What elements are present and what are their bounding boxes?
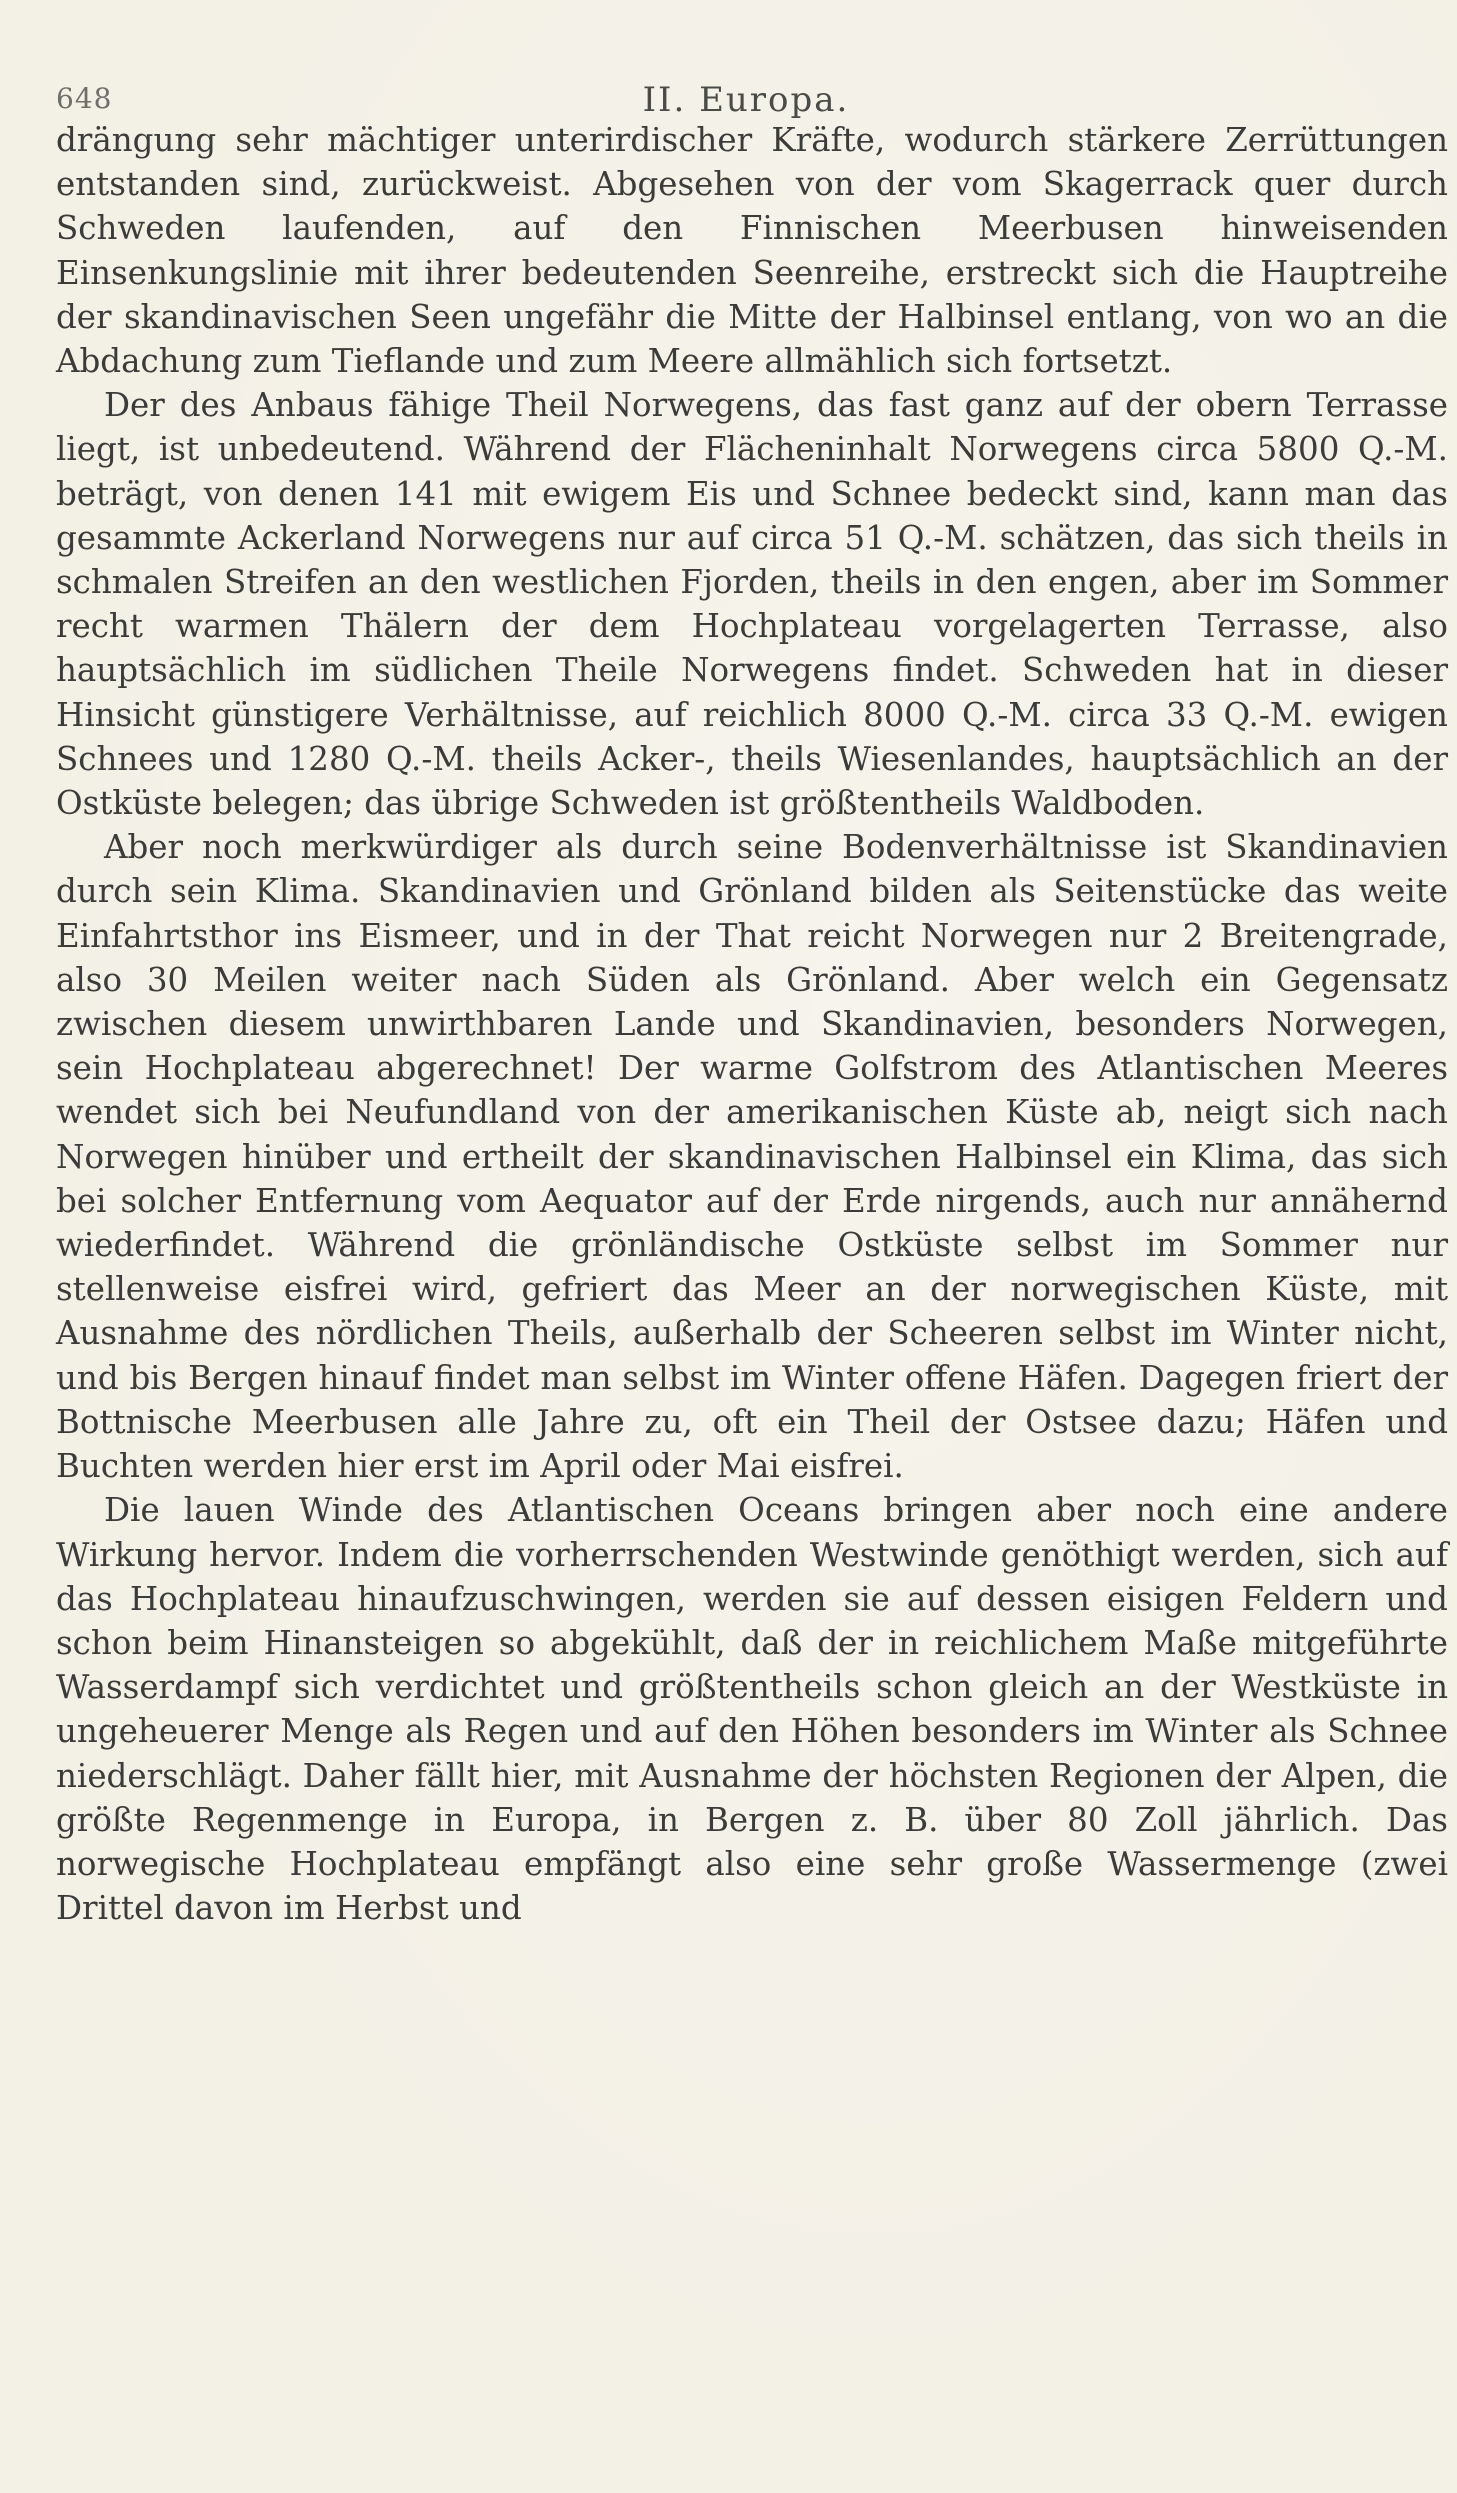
page-number: 648: [56, 82, 113, 115]
paragraph: drängung sehr mächtiger unterirdischer Kräfte, wodurch stärkere Zerrüttungen entstanden sind, zurückweist. Abgesehen von der vom Skagerrack quer durch Schweden laufenden, auf den Finnischen Meerbusen hinweisenden Einsenkungslinie mit ihrer bedeutenden Seenreihe, erstreckt sich die Hauptreihe der skandinavischen Seen ungefähr die Mitte der Halbinsel entlang, von wo an die Abdachung zum Tieflande und zum Meere allmählich sich fortsetzt.: [56, 121, 1448, 381]
paragraph: Aber noch merkwürdiger als durch seine Bodenverhältnisse ist Skandinavien durch sein Klima. Skandinavien und Grönland bilden als Seitenstücke das weite Einfahrtsthor ins Eismeer, und in der That reicht Norwegen nur 2 Breitengrade, also 30 Meilen weiter nach Süden als Grönland. Aber welch ein Gegensatz zwischen diesem unwirthbaren Lande und Skandinavien, besonders Norwegen, sein Hochplateau abgerechnet! Der warme Golfstrom des Atlantischen Meeres wendet sich bei Neufundland von der amerikanischen Küste ab, neigt sich nach Norwegen hinüber und ertheilt der skandinavischen Halbinsel ein Klima, das sich bei solcher Entfernung vom Aequator auf der Erde nirgends, auch nur annähernd wiederfindet. Während die grönländische Ostküste selbst im Sommer nur stellenweise eisfrei wird, gefriert das Meer an der norwegischen Küste, mit Ausnahme des nördlichen Theils, außerhalb der Scheeren selbst im Winter nicht, und bis Bergen hinauf findet man selbst im Winter offene Häfen. Dagegen friert der Bottnische Meerbusen alle Jahre zu, oft ein Theil der Ostsee dazu; Häfen und Buchten werden hier erst im April oder Mai eisfrei.: [56, 828, 1448, 1486]
running-head: II. Europa.: [642, 80, 850, 120]
body-text: [56, 118, 1448, 1930]
page-header: [56, 50, 1436, 120]
paragraph: Der des Anbaus fähige Theil Norwegens, das fast ganz auf der obern Terrasse liegt, ist unbedeutend. Während der Flächeninhalt Norwegens circa 5800 Q.-M. beträgt, von denen 141 mit ewigem Eis und Schnee bedeckt sind, kann man das gesammte Ackerland Norwegens nur auf circa 51 Q.-M. schätzen, das sich theils in schmalen Streifen an den westlichen Fjorden, theils in den engen, aber im Sommer recht warmen Thälern der dem Hochplateau vorgelagerten Terrasse, also hauptsächlich im südlichen Theile Norwegens findet. Schweden hat in dieser Hinsicht günstigere Verhältnisse, auf reichlich 8000 Q.-M. circa 33 Q.-M. ewigen Schnees und 1280 Q.-M. theils Acker-, theils Wiesenlandes, hauptsächlich an der Ostküste belegen; das übrige Schweden ist größtentheils Waldboden.: [56, 386, 1448, 823]
paragraph: Die lauen Winde des Atlantischen Oceans bringen aber noch eine andere Wirkung hervor. Indem die vorherrschenden Westwinde genöthigt werden, sich auf das Hochplateau hinaufzuschwingen, werden sie auf dessen eisigen Feldern und schon beim Hinansteigen so abgekühlt, daß der in reichlichem Maße mitgeführte Wasserdampf sich verdichtet und größtentheils schon gleich an der Westküste in ungeheuerer Menge als Regen und auf den Höhen besonders im Winter als Schnee niederschlägt. Daher fällt hier, mit Ausnahme der höchsten Regionen der Alpen, die größte Regenmenge in Europa, in Bergen z. B. über 80 Zoll jährlich. Das norwegische Hochplateau empfängt also eine sehr große Wassermenge (zwei Drittel davon im Herbst und: [56, 1491, 1448, 1928]
